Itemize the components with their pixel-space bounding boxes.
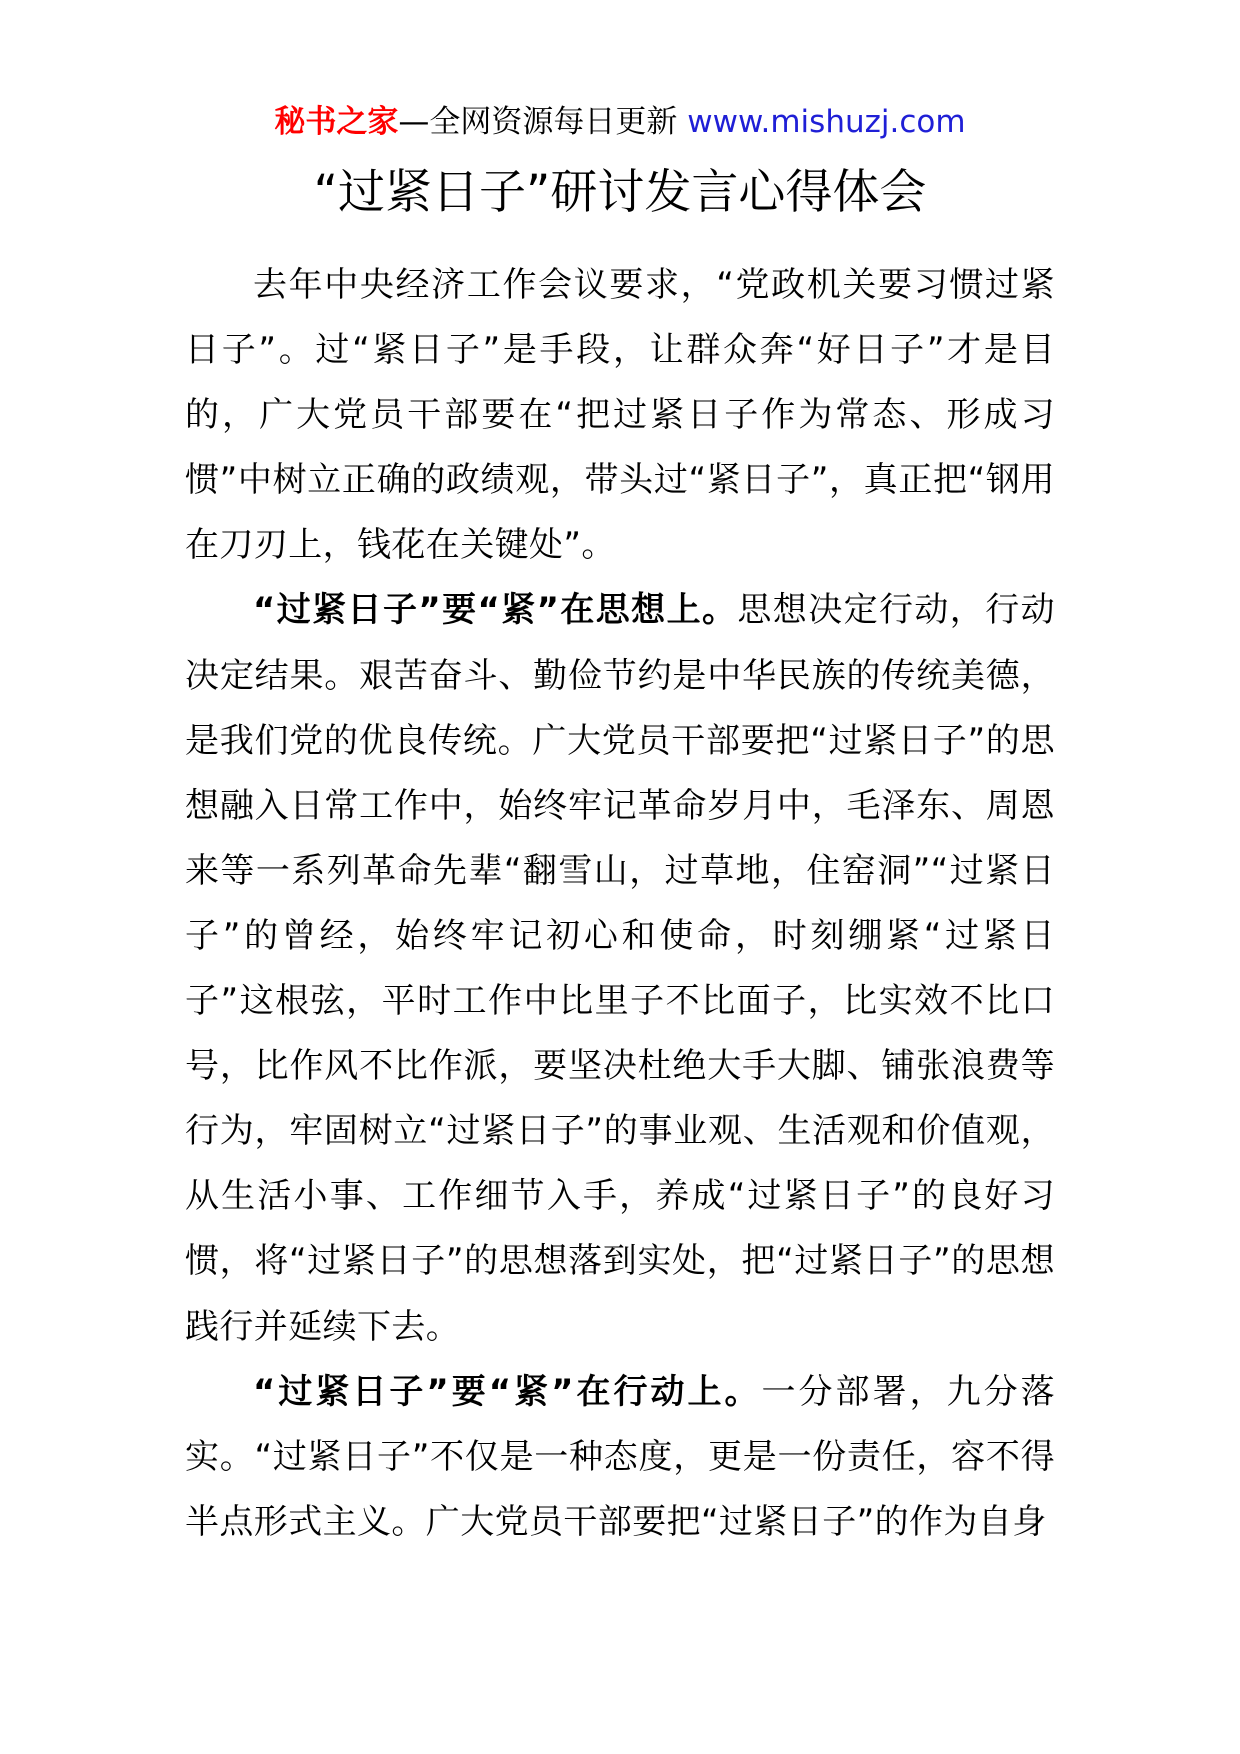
site-header — [0, 100, 1240, 144]
paragraph-intro — [185, 253, 1055, 578]
site-url-link[interactable]: www.mishuzj.com — [687, 104, 966, 140]
paragraph-text: 一分部署，九分落实。“过紧日子”不仅是一种态度，更是一份责任，容不得半点形式主义。广大党员干部要把“过紧日子”的作为自身 — [185, 1371, 1055, 1542]
document-body — [185, 253, 1055, 1555]
paragraph-action — [185, 1360, 1055, 1555]
paragraph-text: 去年中央经济工作会议要求，“党政机关要习惯过紧日子”。过“紧日子”是手段，让群众奔“好日子”才是目的，广大党员干部要在“把过紧日子作为常态、形成习惯”中树立正确的政绩观，带头过“紧日子”，真正把“钢用在刀刃上，钱花在关键处”。 — [185, 265, 1055, 566]
paragraph-text: 思想决定行动，行动决定结果。艰苦奋斗、勤俭节约是中华民族的传统美德，是我们党的优良传统。广大党员干部要把“过紧日子”的思想融入日常工作中，始终牢记革命岁月中，毛泽东、周恩来等一系列革命先辈“翻雪山，过草地，住窑洞”“过紧日子”的曾经，始终牢记初心和使命，时刻绷紧“过紧日子”这根弦，平时工作中比里子不比面子，比实效不比口号，比作风不比作派，要坚决杜绝大手大脚、铺张浪费等行为，牢固树立“过紧日子”的事业观、生活观和价值观，从生活小事、工作细节入手，养成“过紧日子”的良好习惯，将“过紧日子”的思想落到实处，把“过紧日子”的思想践行并延续下去。 — [185, 590, 1055, 1347]
site-slogan: —全网资源每日更新 — [398, 104, 678, 140]
paragraph-thought — [185, 578, 1055, 1359]
document-title: “过紧日子”研讨发言心得体会 — [313, 165, 927, 220]
paragraph-lead: “过紧日子”要“紧”在行动上。 — [253, 1371, 762, 1412]
paragraph-lead: “过紧日子”要“紧”在思想上。 — [253, 590, 738, 631]
brand-name: 秘书之家 — [274, 104, 399, 140]
